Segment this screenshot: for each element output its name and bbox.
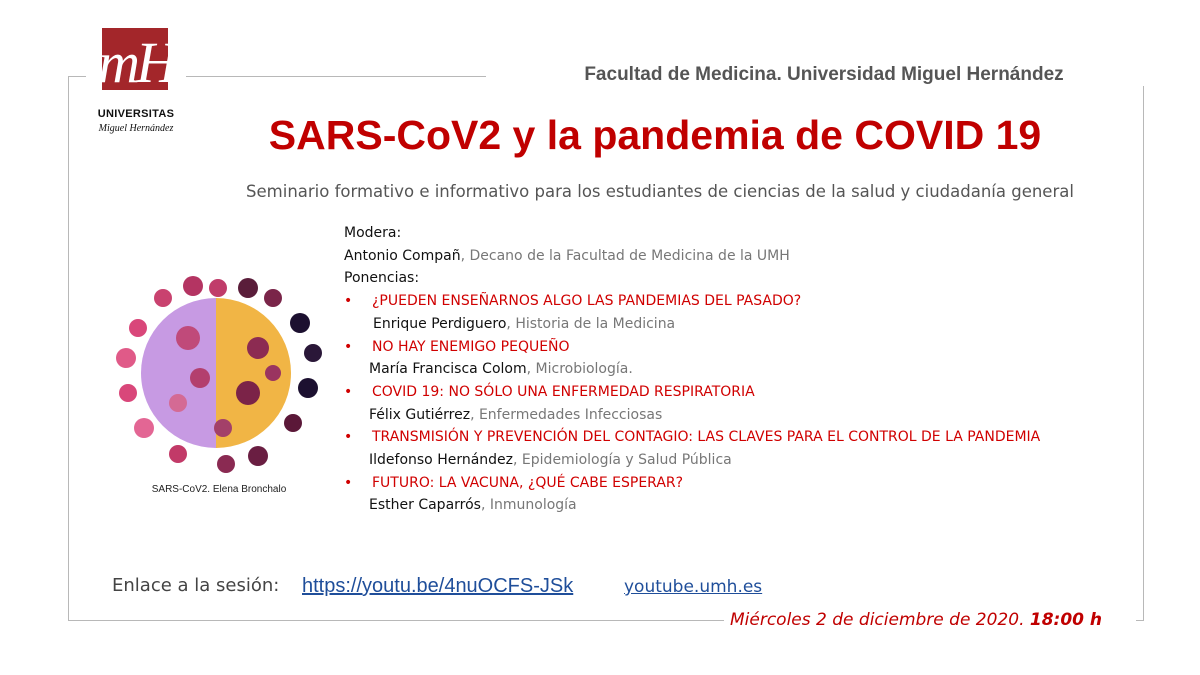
moderator-label: Modera:: [344, 225, 402, 241]
moderator-name: Antonio Compañ: [344, 247, 461, 264]
bullet: •: [344, 474, 353, 491]
talk-title: ¿PUEDEN ENSEÑARNOS ALGO LAS PANDEMIAS DEL PASADO?: [372, 293, 802, 310]
speaker-name: Ildefonso Hernández: [369, 452, 514, 469]
talk-title: COVID 19: NO SÓLO UNA ENFERMEDAD RESPIRATORIA: [372, 383, 755, 400]
image-caption: SARS-CoV2. Elena Bronchalo: [151, 484, 287, 495]
talk-item: [344, 472, 1124, 495]
talks-label: Ponencias:: [344, 270, 420, 287]
talk-speaker: [344, 404, 1124, 427]
speaker-role: , Inmunología: [480, 497, 577, 514]
moderator-line: [344, 245, 1124, 268]
speaker-role: , Microbiología.: [526, 361, 633, 378]
speaker-name: Esther Caparrós: [369, 497, 481, 514]
event-date: [724, 610, 1136, 630]
logo-text-name: Miguel Hernández: [98, 123, 174, 134]
session-link-label: Enlace a la sesión:: [112, 575, 280, 596]
bullet: •: [344, 383, 353, 400]
umh-logo: [86, 28, 186, 140]
talk-speaker: [344, 358, 1124, 381]
page-title: SARS-CoV2 y la pandemia de COVID 19: [268, 112, 1042, 158]
talk-item: [344, 336, 1124, 359]
logo-text-universitas: UNIVERSITAS: [97, 108, 175, 120]
speaker-name: María Francisca Colom: [369, 361, 527, 378]
talk-speaker: [344, 494, 1124, 517]
speaker-role: , Historia de la Medicina: [506, 315, 676, 332]
talk-title: FUTURO: LA VACUNA, ¿QUÉ CABE ESPERAR?: [372, 474, 684, 491]
speaker-name: Enrique Perdiguero: [373, 315, 507, 332]
moderator-role: , Decano de la Facultad de Medicina de la UMH: [460, 247, 790, 264]
speaker-role: , Enfermedades Infecciosas: [470, 406, 663, 423]
speaker-name: Félix Gutiérrez: [369, 406, 471, 423]
program-list: [344, 222, 1124, 517]
talk-item: [344, 426, 1124, 449]
page-subtitle: Seminario formativo e informativo para los estudiantes de ciencias de la salud y ciudadanía general: [246, 182, 1074, 201]
talk-speaker: [344, 449, 1124, 472]
umh-youtube-link[interactable]: youtube.umh.es: [624, 577, 763, 597]
bullet: •: [344, 293, 353, 310]
speaker-role: , Epidemiología y Salud Pública: [513, 452, 732, 469]
virus-illustration: [108, 268, 328, 478]
date-text: Miércoles 2 de diciembre de 2020.: [730, 610, 1025, 630]
event-time: 18:00 h: [1029, 610, 1103, 630]
talk-item: [344, 381, 1124, 404]
talk-title: TRANSMISIÓN Y PREVENCIÓN DEL CONTAGIO: LAS CLAVES PARA EL CONTROL DE LA PANDEMIA: [372, 429, 1041, 446]
talk-speaker: [344, 313, 1124, 336]
talk-item: [344, 290, 1124, 313]
logo-monogram: mH: [98, 30, 174, 95]
talk-title: NO HAY ENEMIGO PEQUEÑO: [372, 338, 570, 355]
bullet: •: [344, 338, 353, 355]
bullet: •: [344, 429, 353, 446]
faculty-heading: Facultad de Medicina. Universidad Miguel Hernández: [486, 64, 1162, 86]
youtube-link[interactable]: https://youtu.be/4nuOCFS-JSk: [302, 575, 574, 597]
